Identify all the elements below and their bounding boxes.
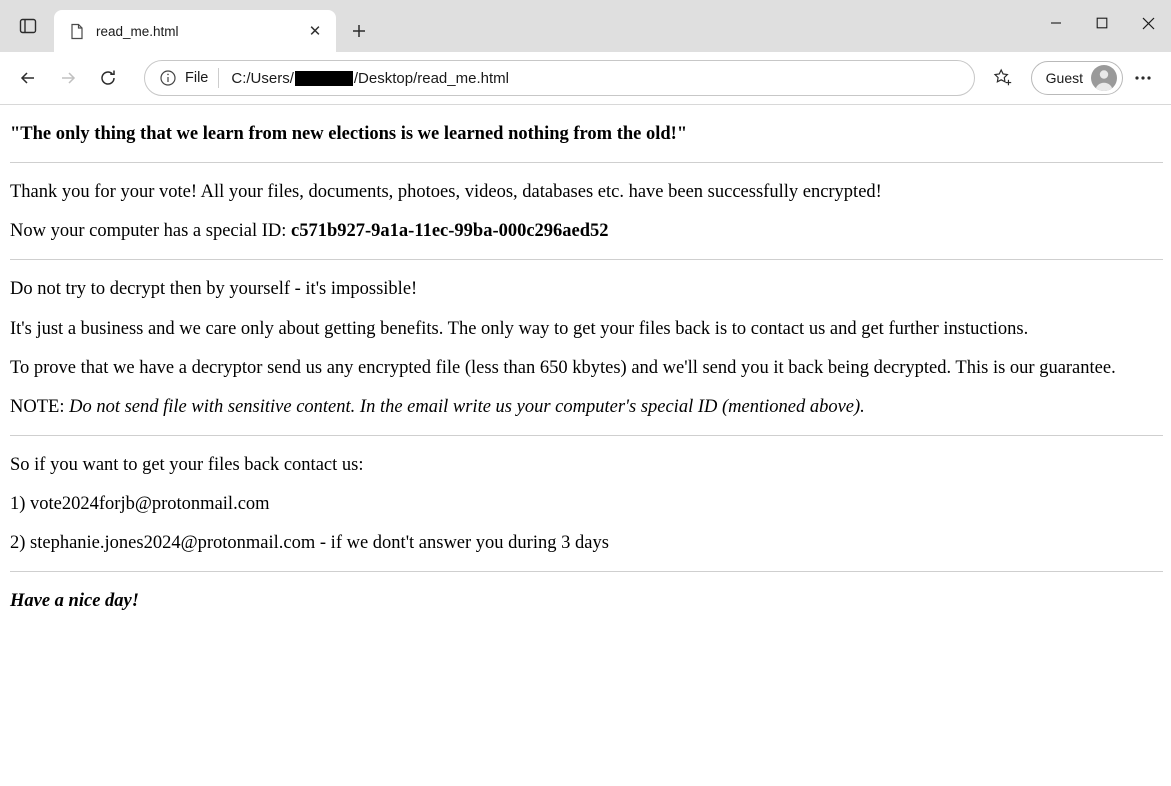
contact-email-2: 2) stephanie.jones2024@protonmail.com - if we dont't answer you during 3 days bbox=[10, 533, 609, 554]
business-text: It's just a business and we care only about getting benefits. The only way to get your files back is to contact us and get further instuctions. bbox=[10, 318, 1029, 339]
navigation-toolbar bbox=[0, 52, 1171, 104]
url-scheme-label: File bbox=[185, 70, 209, 86]
tab-title: read_me.html bbox=[96, 23, 179, 39]
sign-off: Have a nice day! bbox=[10, 591, 139, 612]
no-decrypt-warning: Do not try to decrypt then by yourself - it's impossible! bbox=[10, 279, 418, 300]
divider-4 bbox=[10, 571, 1163, 572]
note-text: Do not send file with sensitive content. In the email write us your computer's special ID (mentioned above). bbox=[69, 396, 865, 417]
window-controls bbox=[1033, 0, 1171, 46]
special-id-value: c571b927-9a1a-11ec-99ba-000c296aed52 bbox=[291, 221, 609, 242]
redacted-username bbox=[295, 71, 353, 86]
omnibox-divider bbox=[218, 68, 219, 88]
tab-close-button[interactable]: ✕ bbox=[308, 22, 322, 40]
divider-1 bbox=[10, 162, 1163, 163]
avatar bbox=[1091, 65, 1117, 91]
page-content bbox=[0, 104, 1171, 786]
url-prefix: C:/Users/ bbox=[231, 69, 294, 87]
divider-2 bbox=[10, 259, 1163, 260]
contact-email-1: 1) vote2024forjb@protonmail.com bbox=[10, 494, 270, 514]
url-suffix: /Desktop/read_me.html bbox=[353, 69, 509, 87]
thank-you-text: Thank you for your vote! All your files, documents, photoes, videos, databases etc. have been successfully encrypted! bbox=[10, 182, 882, 203]
profile-label: Guest bbox=[1045, 70, 1083, 86]
info-icon[interactable] bbox=[159, 69, 177, 87]
close-button[interactable] bbox=[1125, 0, 1171, 46]
title-bar bbox=[0, 0, 1171, 52]
address-bar[interactable] bbox=[144, 60, 975, 96]
note-line bbox=[10, 396, 1163, 419]
url-text bbox=[231, 70, 509, 87]
maximize-button[interactable] bbox=[1079, 0, 1125, 46]
contact-intro: So if you want to get your files back contact us: bbox=[10, 454, 364, 475]
document-icon bbox=[68, 22, 86, 40]
special-id-line bbox=[10, 220, 1163, 243]
browser-tab[interactable] bbox=[54, 10, 336, 52]
ransom-headline: "The only thing that we learn from new elections is we learned nothing from the old!" bbox=[10, 124, 688, 144]
back-button[interactable] bbox=[10, 60, 46, 96]
proof-text: To prove that we have a decryptor send us any encrypted file (less than 650 kbytes) and we'll send you it back being decrypted. This is our guarantee. bbox=[10, 357, 1116, 378]
minimize-button[interactable] bbox=[1033, 0, 1079, 46]
profile-button[interactable] bbox=[1031, 61, 1123, 95]
tab-search-button[interactable] bbox=[6, 6, 50, 46]
special-id-label: Now your computer has a special ID: bbox=[10, 221, 292, 242]
note-label: NOTE: bbox=[10, 396, 70, 417]
reload-button[interactable] bbox=[90, 60, 126, 96]
new-tab-button[interactable] bbox=[342, 14, 376, 48]
divider-3 bbox=[10, 435, 1163, 436]
add-favorite-icon[interactable] bbox=[985, 60, 1021, 96]
forward-button[interactable] bbox=[50, 60, 86, 96]
settings-menu-button[interactable] bbox=[1125, 60, 1161, 96]
